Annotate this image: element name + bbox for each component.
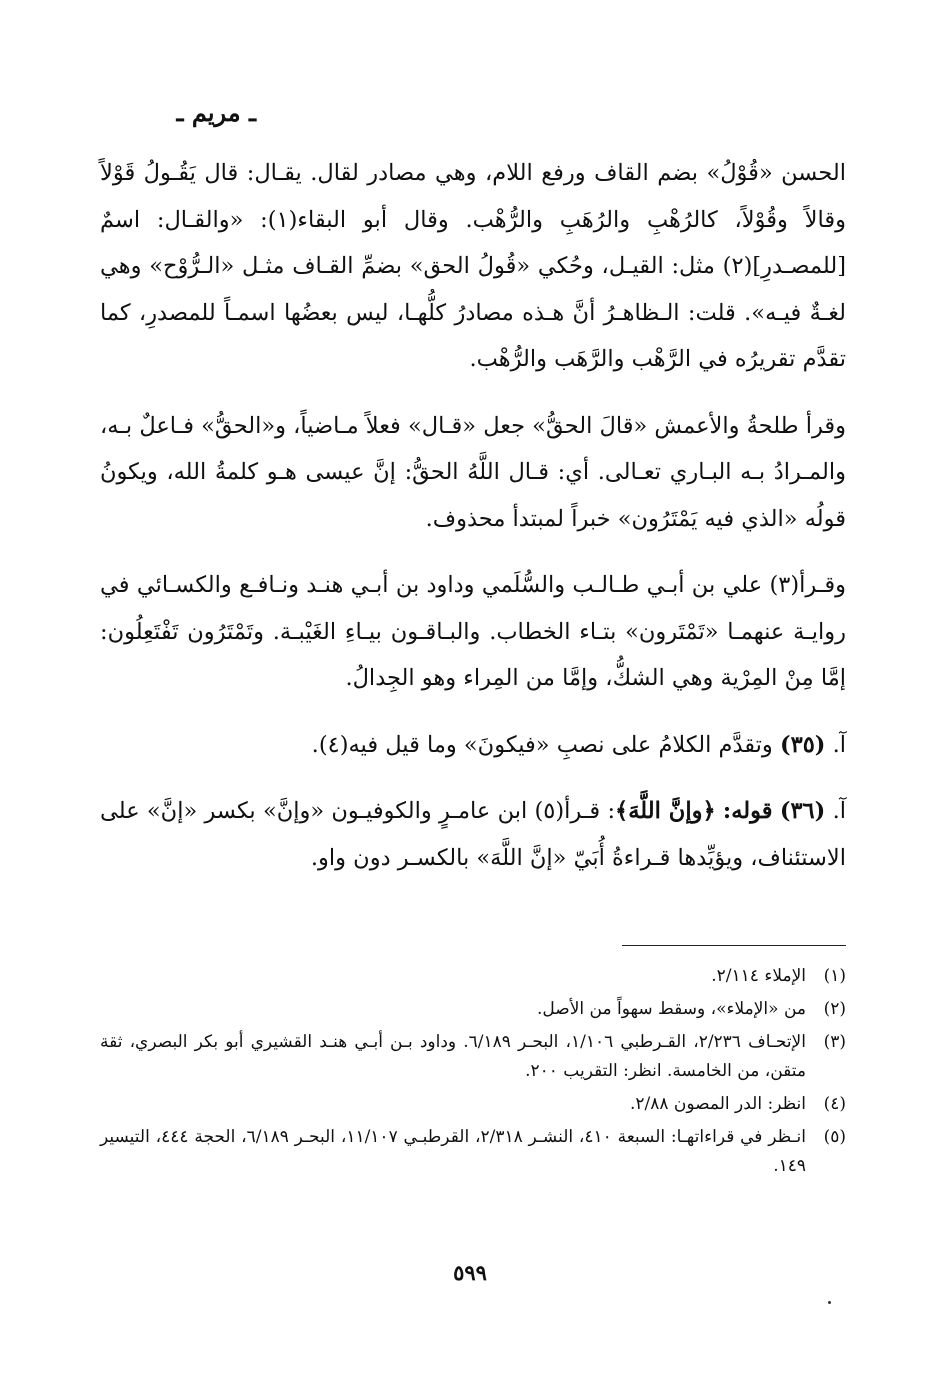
footnote-number: (٣) <box>823 1032 846 1052</box>
footnote-separator <box>622 945 846 946</box>
verse-comment: : قـرأ(٥) ابن عامـرٍ والكوفيـون «وإنَّ» بكسر «إنَّ» على الاستئناف، ويؤيِّدها قـراءةُ أُبَيّ «إنَّ اللَّهَ» بالكسـر دون واو. <box>100 798 846 871</box>
verse-number: (٣٦) <box>779 798 826 824</box>
running-header: ـ مريم ـ <box>176 98 256 127</box>
paragraph: الحسن «قُوْلُ» بضم القاف ورفع اللام، وهي مصادر لقال. يقـال: قال يَقُـولُ قَوْلاً وقالاً وقُوْلاً، كالرُهْبِ والرُهَبِ والرُّهْب. وقال أبو البقاء(١): «والقـال: اسمٌ [للمصـدرِ](٢) مثل: القيـل، وحُكي «قُولُ الحق» بضمِّ القـاف مثـل «الـرُّوْح» وهي لغـةٌ فيـه». قلت: الـظاهـرُ أنَّ هـذه مصادرُ كلُّهـا، ليس بعضُها اسمـاً للمصدرِ، كما تقدَّم تقريرُه في الرَّهْب والرَّهَب والرُّهْب. <box>100 160 846 372</box>
verse-number: (٣٥) <box>779 731 826 758</box>
footnote-text: انـظر في قراءاتهـا: السبعة ٤١٠، النشـر ٢/٣١٨، القرطبـي ١١/١٠٧، البحـر ٦/١٨٩، الحجة ٤٤٤، التيسير ١٤٩. <box>100 1127 806 1176</box>
footnote <box>100 995 846 1024</box>
verse-comment: وتقدَّم الكلامُ على نصبِ «فيكونَ» وما قيل فيه(٤). <box>311 731 773 758</box>
footnote <box>100 1090 846 1119</box>
scan-speck <box>828 1301 831 1304</box>
page-number: ٥٩٩ <box>453 1260 487 1285</box>
footnote-number: (٢) <box>823 999 846 1019</box>
footnote-text: انظر: الدر المصون ٢/٨٨. <box>629 1094 806 1114</box>
verse-36-paragraph <box>100 788 846 881</box>
footnotes <box>100 962 846 1185</box>
paragraph: وقرأ طلحةُ والأعمش «قالَ الحقُّ» جعل «قـال» فعلاً مـاضياً، و«الحقُّ» فـاعلٌ بـه، والمـرادُ بـه البـاري تعـالى. أي: قـال اللَّهُ الحقُّ: إنَّ عيسى هـو كلمةُ الله، ويكونُ قولُه «الذي فيه يَمْتَرُون» خبراً لمبتدأ محذوف. <box>100 412 846 532</box>
verse-35-paragraph <box>100 722 846 769</box>
verse-label: آ. <box>832 731 846 758</box>
quran-quote: ﴿وإنَّ اللَّهَ﴾ <box>615 798 716 824</box>
verse-label: آ. <box>832 798 846 824</box>
footnote-number: (٥) <box>823 1127 846 1147</box>
footnote-number: (١) <box>823 966 846 986</box>
paragraph: وقـرأ(٣) علي بن أبـي طـالـب والسُّلَمي وداود بن أبـي هنـد ونـافـع والكسـائي في روايـة عنهمـا «تَمْتَرون» بتـاء الخطاب. والبـاقـون بيـاءِ الغَيْبـة. وتَمْتَرُون تَفْتَعِلُون: إمَّا مِنْ المِرْية وهي الشكُّ، وإمَّا من المِراء وهو الجِدالُ. <box>100 572 846 691</box>
footnote-text: من «الإملاء»، وسقط سهواً من الأصل. <box>537 999 806 1019</box>
verse-intro: قوله: <box>722 798 773 824</box>
footnote <box>100 1123 846 1181</box>
main-text <box>100 150 846 881</box>
footnote <box>100 1028 846 1086</box>
footnote-number: (٤) <box>823 1094 846 1114</box>
footnote-text: الإملاء ٢/١١٤. <box>711 966 806 986</box>
footnote <box>100 962 846 991</box>
footnote-text: الإتحـاف ٢/٢٣٦، القـرطبي ١/١٠٦، البحـر ٦/١٨٩. وداود بـن أبـي هنـد القشيري أبو بكر البصري، ثقة متقن، من الخامسة. انظر: التقريب ٢٠٠. <box>100 1032 806 1081</box>
